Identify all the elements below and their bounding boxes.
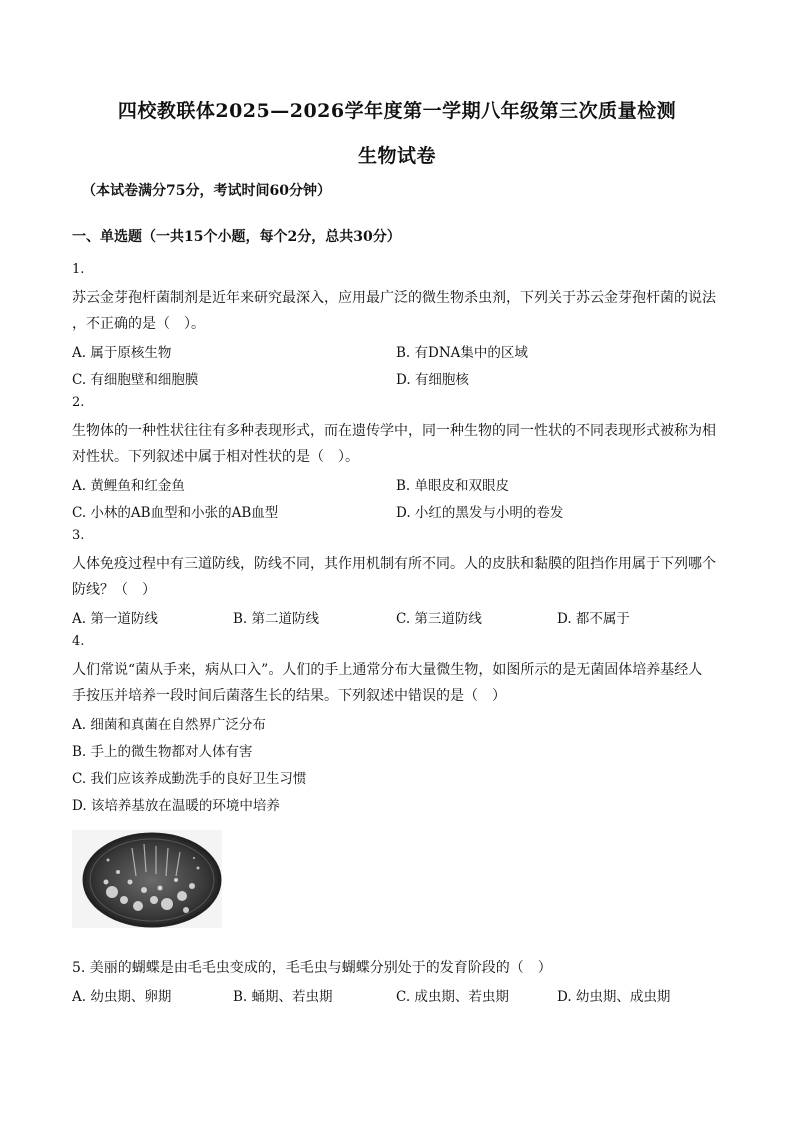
- option-b: B. 手上的微生物都对人体有害: [72, 744, 253, 760]
- option-b: B. 蛹期、若虫期: [233, 989, 333, 1005]
- option-d: D. 该培养基放在温暖的环境中培养: [72, 798, 280, 814]
- question-text: 防线？（ ）: [72, 582, 156, 598]
- question-text: 人们常说“菌从手来，病从口入”。人们的手上通常分布大量微生物，如图所示的是无菌固体培养基经人: [72, 662, 703, 678]
- option-a: A. 细菌和真菌在自然界广泛分布: [72, 717, 266, 733]
- option-d: D. 幼虫期、成虫期: [557, 989, 671, 1005]
- question-number: 1.: [72, 262, 85, 277]
- option-c: C. 我们应该养成勤洗手的良好卫生习惯: [72, 771, 307, 787]
- option-b: B. 第二道防线: [233, 611, 320, 627]
- petri-dish-image: [72, 830, 222, 928]
- question-text: 生物体的一种性状往往有多种表现形式，而在遗传学中，同一种生物的同一性状的不同表现形式被称为相: [72, 423, 716, 439]
- option-a: A. 属于原核生物: [72, 345, 172, 361]
- question-number: 3.: [72, 528, 85, 543]
- option-d: D. 有细胞核: [396, 372, 469, 388]
- option-c: C. 有细胞壁和细胞膜: [72, 372, 199, 388]
- section-heading: 一、单选题（一共15个小题，每个2分，总共30分）: [72, 229, 401, 245]
- exam-title: 四校教联体2025—2026学年度第一学期八年级第三次质量检测: [117, 100, 677, 122]
- option-b: B. 单眼皮和双眼皮: [396, 478, 510, 494]
- question-text: 人体免疫过程中有三道防线，防线不同，其作用机制有所不同。人的皮肤和黏膜的阻挡作用属于下列哪个: [72, 556, 716, 572]
- option-b: B. 有DNA集中的区域: [396, 345, 528, 361]
- option-c: C. 小林的AB血型和小张的AB血型: [72, 505, 279, 521]
- question-number: 2.: [72, 395, 85, 410]
- option-a: A. 黄鲤鱼和红金鱼: [72, 478, 185, 494]
- option-a: A. 第一道防线: [72, 611, 158, 627]
- question-text: 对性状。下列叙述中属于相对性状的是（ ）。: [72, 449, 359, 465]
- question-text: 手按压并培养一段时间后菌落生长的结果。下列叙述中错误的是（ ）: [72, 688, 506, 704]
- question-number: 4.: [72, 634, 85, 649]
- exam-subtitle: 生物试卷: [357, 145, 436, 167]
- question-text: ，不正确的是（ ）。: [72, 316, 205, 332]
- option-c: C. 第三道防线: [396, 611, 482, 627]
- exam-note: （本试卷满分75分，考试时间60分钟）: [82, 183, 331, 199]
- option-d: D. 小红的黑发与小明的卷发: [396, 505, 564, 521]
- option-d: D. 都不属于: [557, 611, 630, 627]
- option-c: C. 成虫期、若虫期: [396, 989, 509, 1005]
- question-text: 苏云金芽孢杆菌制剂是近年来研究最深入，应用最广泛的微生物杀虫剂，下列关于苏云金芽孢杆菌的说法: [72, 290, 716, 306]
- option-a: A. 幼虫期、卵期: [72, 989, 172, 1005]
- question-text: 5. 美丽的蝴蝶是由毛毛虫变成的，毛毛虫与蝴蝶分别处于的发育阶段的（ ）: [72, 960, 552, 976]
